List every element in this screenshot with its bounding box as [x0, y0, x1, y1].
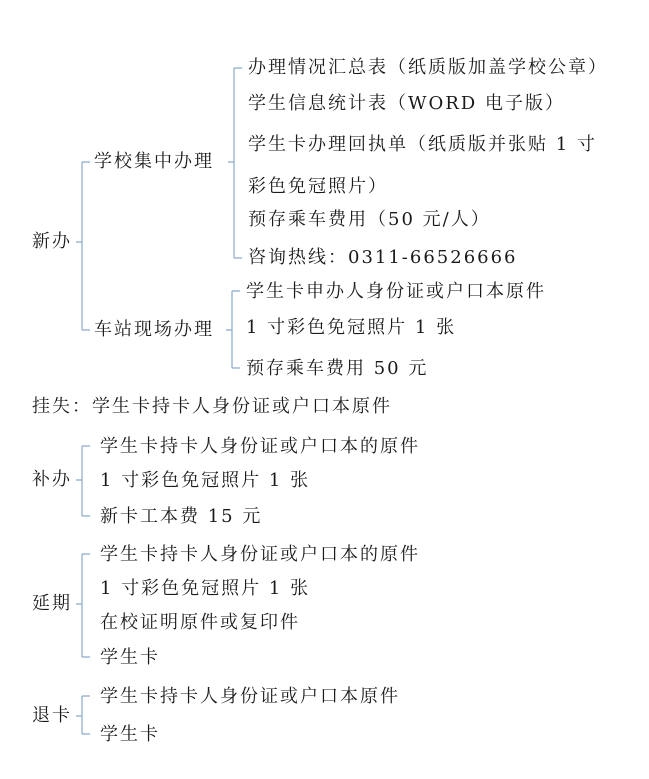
station-item-2: 1 寸彩色免冠照片 1 张 — [246, 317, 457, 338]
refund-item-2: 学生卡 — [100, 724, 160, 745]
extend-item-1: 学生卡持卡人身份证或户口本的原件 — [100, 544, 420, 565]
label-school: 学校集中办理 — [94, 151, 214, 172]
school-item-4: 预存乘车费用（50 元/人） — [248, 209, 491, 230]
extend-item-2: 1 寸彩色免冠照片 1 张 — [100, 578, 311, 599]
bracket-refund — [76, 696, 90, 734]
reissue-item-1: 学生卡持卡人身份证或户口本的原件 — [100, 436, 420, 457]
bracket-new — [76, 162, 90, 330]
school-item-3: 学生卡办理回执单（纸质版并张贴 1 寸 — [248, 134, 597, 155]
loss-text: 挂失：学生卡持卡人身份证或户口本原件 — [32, 396, 392, 417]
reissue-item-3: 新卡工本费 15 元 — [100, 506, 263, 527]
school-item-1: 办理情况汇总表（纸质版加盖学校公章） — [248, 57, 608, 78]
bracket-reissue — [76, 446, 90, 516]
label-refund: 退卡 — [32, 705, 72, 726]
extend-item-4: 学生卡 — [100, 647, 160, 668]
school-item-3-cont: 彩色免冠照片） — [248, 176, 388, 197]
bracket-extend — [76, 554, 90, 657]
extend-item-3: 在校证明原件或复印件 — [100, 612, 300, 633]
school-hotline: 咨询热线：0311-66526666 — [248, 247, 518, 268]
bracket-school — [228, 68, 242, 258]
station-item-3: 预存乘车费用 50 元 — [246, 358, 429, 379]
label-station: 车站现场办理 — [94, 319, 214, 340]
school-item-2: 学生信息统计表（WORD 电子版） — [248, 93, 565, 114]
label-extend: 延期 — [32, 593, 72, 614]
station-item-1: 学生卡申办人身份证或户口本原件 — [246, 281, 546, 302]
label-reissue: 补办 — [32, 469, 72, 490]
reissue-item-2: 1 寸彩色免冠照片 1 张 — [100, 470, 311, 491]
refund-item-1: 学生卡持卡人身份证或户口本原件 — [100, 686, 400, 707]
label-new: 新办 — [32, 231, 72, 252]
bracket-station — [226, 291, 240, 368]
